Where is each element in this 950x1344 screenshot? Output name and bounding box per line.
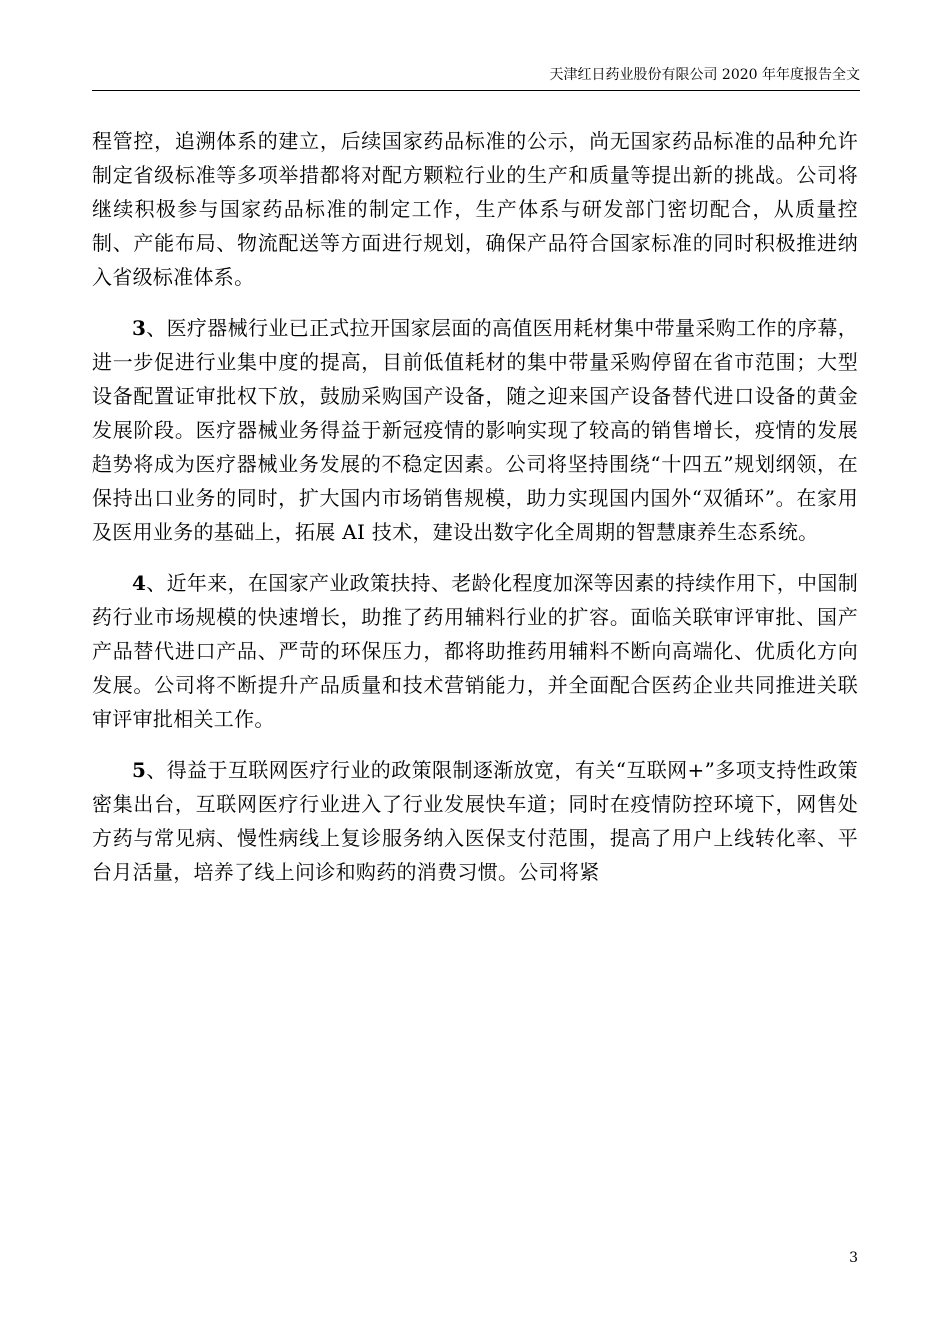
header-title: 天津红日药业股份有限公司 2020 年年度报告全文 bbox=[549, 67, 860, 83]
report-body bbox=[92, 124, 858, 889]
paragraph-item-4 bbox=[92, 566, 858, 736]
paragraph-text: 、医疗器械行业已正式拉开国家层面的高值医用耗材集中带量采购工作的序幕，进一步促进行业集中度的提高，目前低值耗材的集中带量采购停留在省市范围；大型设备配置证审批权下放，鼓励采购国产设备，随之迎来国产设备替代进口设备的黄金发展阶段。医疗器械业务得益于新冠疫情的影响实现了较高的销售增长，疫情的发展趋势将成为医疗器械业务发展的不稳定因素。公司将坚持围绕“十四五”规划纲领，在保持出口业务的同时，扩大国内市场销售规模，助力实现国内国外“双循环”。在家用及医用业务的基础上，拓展 AI 技术，建设出数字化全周期的智慧康养生态系统。 bbox=[92, 316, 858, 544]
paragraph-continued bbox=[92, 124, 858, 294]
paragraph-text: 程管控，追溯体系的建立，后续国家药品标准的公示，尚无国家药品标准的品种允许制定省级标准等多项举措都将对配方颗粒行业的生产和质量等提出新的挑战。公司将继续积极参与国家药品标准的制定工作，生产体系与研发部门密切配合，从质量控制、产能布局、物流配送等方面进行规划，确保产品符合国家标准的同时积极推进纳入省级标准体系。 bbox=[92, 129, 858, 289]
item-number: 5 bbox=[132, 758, 147, 782]
paragraph-text: 、得益于互联网医疗行业的政策限制逐渐放宽，有关“互联网+”多项支持性政策密集出台，互联网医疗行业进入了行业发展快车道；同时在疫情防控环境下，网售处方药与常见病、慢性病线上复诊服务纳入医保支付范围，提高了用户上线转化率、平台月活量，培养了线上问诊和购药的消费习惯。公司将紧 bbox=[92, 758, 858, 884]
paragraph-item-5 bbox=[92, 753, 858, 889]
item-number: 3 bbox=[132, 316, 147, 340]
paragraph-text: 、近年来，在国家产业政策扶持、老龄化程度加深等因素的持续作用下，中国制药行业市场规模的快速增长，助推了药用辅料行业的扩容。面临关联审评审批、国产产品替代进口产品、严苛的环保压力，都将助推药用辅料不断向高端化、优质化方向发展。公司将不断提升产品质量和技术营销能力，并全面配合医药企业共同推进关联审评审批相关工作。 bbox=[92, 571, 858, 731]
paragraph-item-3 bbox=[92, 311, 858, 549]
item-number: 4 bbox=[132, 571, 147, 595]
page-header bbox=[92, 62, 860, 91]
page-number: 3 bbox=[849, 1250, 858, 1266]
